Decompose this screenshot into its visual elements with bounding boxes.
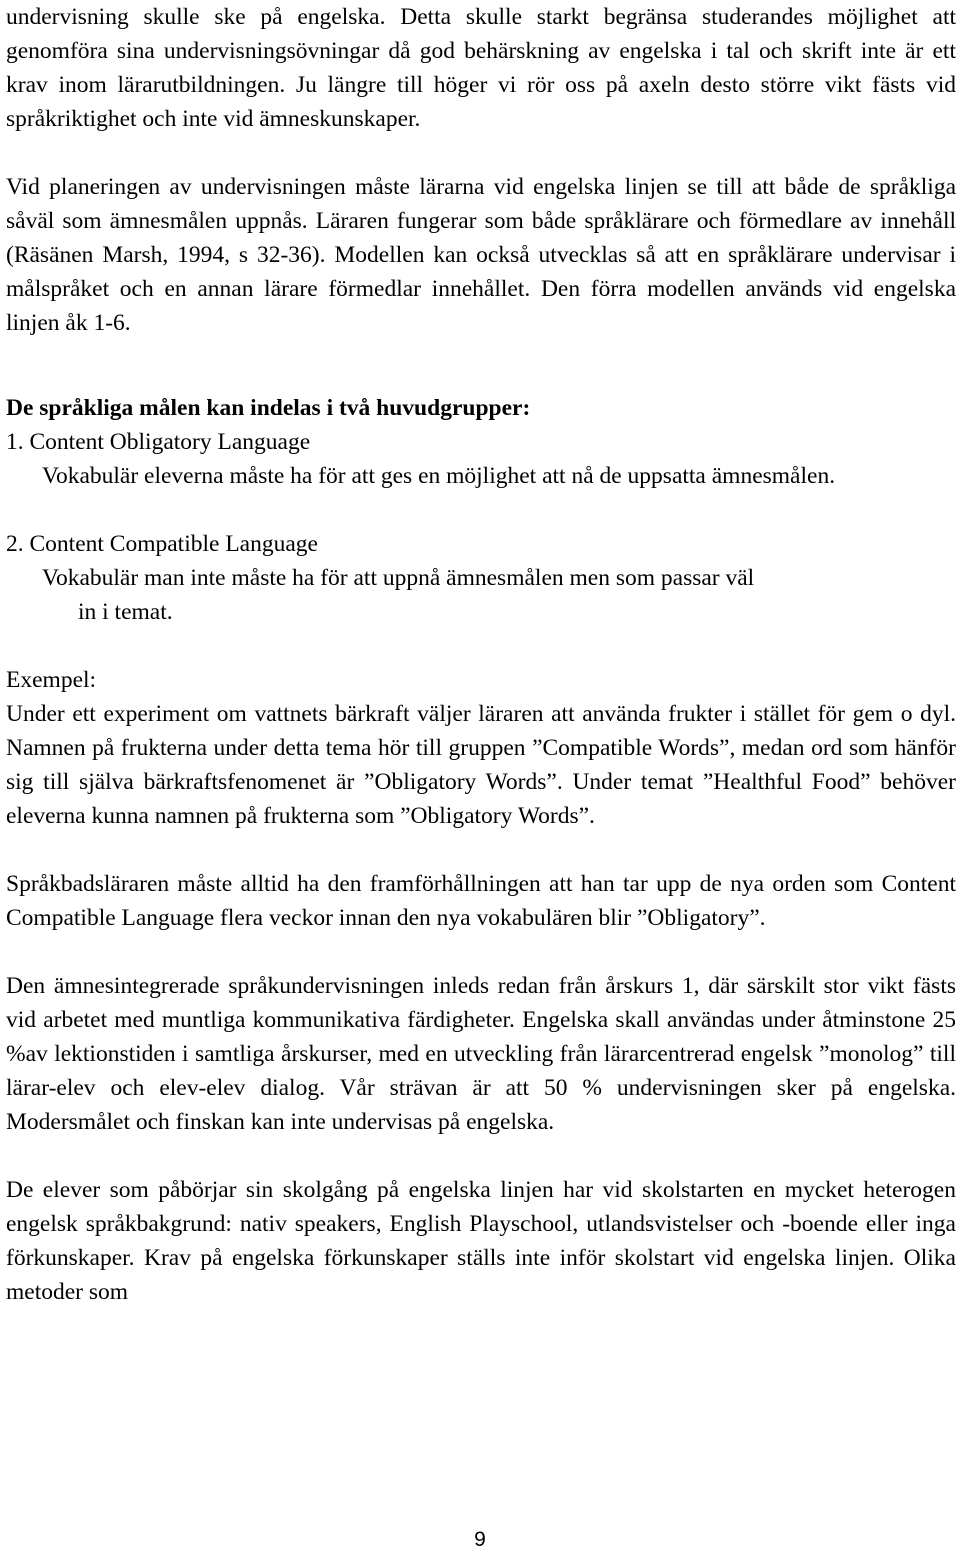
paragraph-student-background: De elever som påbörjar sin skolgång på engelska linjen har vid skolstarten en mycket heterogen engelsk språkbakgrund: nativ speakers, English Playschool, utlandsvistelser och -boende eller inga förkunskaper. Krav på engelska förkunskaper ställs inte inför skolstart vid engelska linjen. Olika metoder som xyxy=(6,1177,956,1305)
paragraph-immersion-teacher: Språkbadsläraren måste alltid ha den framförhållningen att han tar upp de nya orden som Content Compatible Language flera veckor innan den nya vokabulären blir ”Obligatory”. xyxy=(6,871,956,931)
document-page xyxy=(6,0,956,1309)
goal-item-2-body-line1: Vokabulär man inte måste ha för att uppnå ämnesmålen men som passar väl xyxy=(42,565,755,591)
paragraph-spacer xyxy=(6,833,956,867)
goal-item-2-title: 2. Content Compatible Language xyxy=(6,531,318,557)
list-spacer xyxy=(6,493,956,527)
paragraph-integrated-teaching: Den ämnesintegrerade språkundervisningen inleds redan från årskurs 1, där särskilt stor vikt fästs vid arbetet med muntliga kommunikativa färdigheter. Engelska skall användas under åtminstone 25 %av lektionstiden i samtliga årskurser, med en utveckling från lärarcentrerad engelsk ”monolog” till lärar-elev och elev-elev dialog. Vår strävan är att 50 % undervisningen sker på engelska. Modersmålet och finskan kan inte undervisas på engelska. xyxy=(6,973,956,1135)
goal-item-1-title: 1. Content Obligatory Language xyxy=(6,429,311,455)
paragraph-teaching-planning: Vid planeringen av undervisningen måste lärarna vid engelska linjen se till att både de språkliga såväl som ämnesmålen uppnås. Läraren fungerar som både språklärare och förmedlare av innehåll (Räsänen Marsh, 1994, s 32-36). Modellen kan också utvecklas så att en språklärare undervisar i målspråket och en annan lärare förmedlar innehållet. Den förra modellen används vid engelska linjen åk 1-6. xyxy=(6,174,956,336)
paragraph-spacer xyxy=(6,136,956,170)
section-spacer xyxy=(6,629,956,663)
goal-item-1-body: Vokabulär eleverna måste ha för att ges en möjlighet att nå de uppsatta ämnesmålen. xyxy=(42,463,836,489)
paragraph-language-axis: undervisning skulle ske på engelska. Detta skulle starkt begränsa studerandes möjlighet att genomföra sina undervisningsövningar då god behärskning av engelska i tal och skrift inte är ett krav inom lärarutbildningen. Ju längre till höger vi rör oss på axeln desto större vikt fästs vid språkriktighet och inte vid ämneskunskaper. xyxy=(6,4,956,132)
goal-item-2-body-line2: in i temat. xyxy=(78,599,173,625)
paragraph-spacer xyxy=(6,935,956,969)
goals-heading: De språkliga målen kan indelas i två huvudgrupper: xyxy=(6,395,531,421)
example-text: Under ett experiment om vattnets bärkraft väljer läraren att använda frukter i stället för gem o dyl. Namnen på frukterna under detta tema hör till gruppen ”Compatible Words”, medan ord som hänför sig till själva bärkraftsfenomenet är ”Obligatory Words”. Under temat ”Healthful Food” behöver eleverna kunna namnen på frukterna som ”Obligatory Words”. xyxy=(6,701,956,829)
paragraph-spacer xyxy=(6,1139,956,1173)
page-number: 9 xyxy=(474,1528,486,1551)
section-spacer xyxy=(6,340,956,391)
example-label: Exempel: xyxy=(6,667,97,693)
